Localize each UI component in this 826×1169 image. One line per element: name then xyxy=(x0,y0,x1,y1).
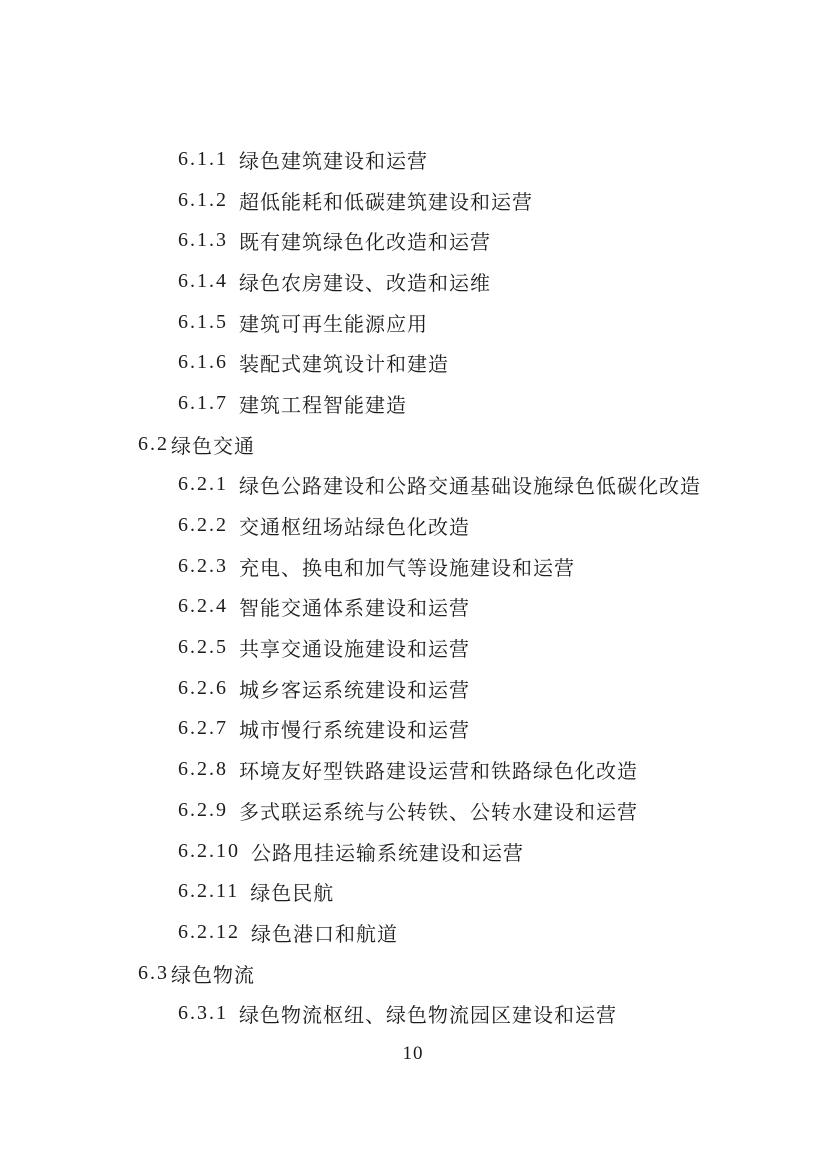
toc-item xyxy=(0,871,826,912)
item-label: 智能交通体系建设和运营 xyxy=(239,598,470,621)
item-label: 绿色公路建设和公路交通基础设施绿色低碳化改造 xyxy=(239,476,701,499)
toc-item xyxy=(0,139,826,180)
item-number: 6.2.1 xyxy=(178,473,228,496)
item-number: 6.2.7 xyxy=(178,717,228,740)
item-number: 6.1.7 xyxy=(178,391,228,414)
page-number: 10 xyxy=(402,1043,424,1064)
toc-item xyxy=(0,424,826,465)
item-number: 6.3 xyxy=(138,961,169,984)
toc-item xyxy=(0,465,826,506)
item-number: 6.1.1 xyxy=(178,147,228,170)
item-label: 绿色民航 xyxy=(250,883,335,906)
toc-item xyxy=(0,220,826,261)
item-number: 6.1.5 xyxy=(178,310,228,333)
item-number: 6.2 xyxy=(138,432,169,455)
item-number: 6.3.1 xyxy=(178,1002,228,1025)
item-label: 城乡客运系统建设和运营 xyxy=(239,679,470,702)
item-label: 既有建筑绿色化改造和运营 xyxy=(239,232,491,255)
toc-item xyxy=(0,790,826,831)
item-label: 公路甩挂运输系统建设和运营 xyxy=(251,842,524,865)
item-number: 6.1.6 xyxy=(178,351,228,374)
item-label: 超低能耗和低碳建筑建设和运营 xyxy=(239,191,533,214)
item-label: 城市慢行系统建设和运营 xyxy=(239,720,470,743)
item-number: 6.2.12 xyxy=(178,920,240,943)
toc-item xyxy=(0,546,826,587)
item-label: 共享交通设施建设和运营 xyxy=(239,639,470,662)
item-label: 建筑工程智能建造 xyxy=(239,394,407,417)
toc-item xyxy=(0,993,826,1034)
toc-item xyxy=(0,627,826,668)
toc-item xyxy=(0,302,826,343)
item-number: 6.1.4 xyxy=(178,269,228,292)
item-label: 环境友好型铁路建设运营和铁路绿色化改造 xyxy=(239,761,638,784)
item-number: 6.2.6 xyxy=(178,676,228,699)
item-number: 6.2.9 xyxy=(178,798,228,821)
item-number: 6.2.10 xyxy=(178,839,240,862)
toc-item xyxy=(0,180,826,221)
toc-list xyxy=(0,139,826,1034)
toc-item xyxy=(0,383,826,424)
item-number: 6.2.4 xyxy=(178,595,228,618)
item-label: 绿色物流 xyxy=(171,964,255,987)
item-number: 6.2.8 xyxy=(178,758,228,781)
item-label: 绿色农房建设、改造和运维 xyxy=(239,272,491,295)
item-label: 绿色物流枢纽、绿色物流园区建设和运营 xyxy=(239,1005,617,1028)
item-label: 装配式建筑设计和建造 xyxy=(239,354,449,377)
toc-item xyxy=(0,668,826,709)
item-label: 绿色建筑建设和运营 xyxy=(239,150,428,173)
item-number: 6.1.3 xyxy=(178,229,228,252)
item-label: 交通枢纽场站绿色化改造 xyxy=(239,517,470,540)
toc-item xyxy=(0,709,826,750)
toc-item xyxy=(0,342,826,383)
toc-item xyxy=(0,831,826,872)
item-number: 6.2.3 xyxy=(178,554,228,577)
toc-item xyxy=(0,749,826,790)
item-label: 绿色交通 xyxy=(171,435,255,458)
toc-item xyxy=(0,261,826,302)
toc-item xyxy=(0,953,826,994)
toc-item xyxy=(0,587,826,628)
item-number: 6.1.2 xyxy=(178,188,228,211)
item-label: 充电、换电和加气等设施建设和运营 xyxy=(239,557,575,580)
item-number: 6.2.11 xyxy=(178,880,240,903)
toc-item xyxy=(0,505,826,546)
item-label: 多式联运系统与公转铁、公转水建设和运营 xyxy=(239,801,638,824)
item-number: 6.2.5 xyxy=(178,636,228,659)
item-number: 6.2.2 xyxy=(178,514,228,537)
toc-item xyxy=(0,912,826,953)
item-label: 建筑可再生能源应用 xyxy=(239,313,428,336)
item-label: 绿色港口和航道 xyxy=(251,923,398,946)
